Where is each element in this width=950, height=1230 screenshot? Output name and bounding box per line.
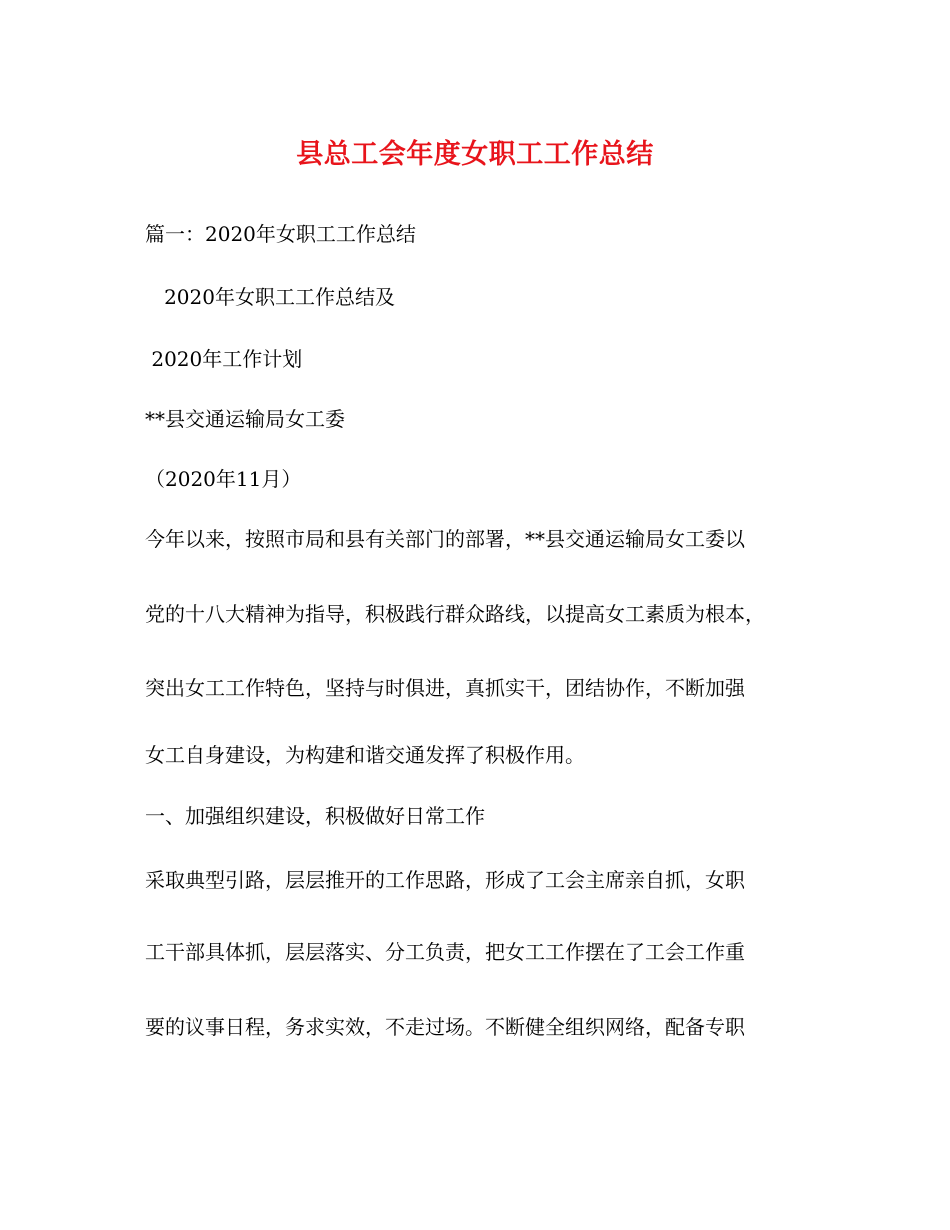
- section-heading-part-one: 篇一：2020年女职工工作总结: [145, 222, 416, 246]
- subtitle-line-1: 2020年女职工工作总结及: [145, 285, 395, 309]
- subtitle-line-2: 2020年工作计划: [145, 347, 303, 371]
- paragraph-line: 突出女工工作特色，坚持与时俱进，真抓实干，团结协作，不断加强: [145, 676, 745, 700]
- paragraph-line: 工干部具体抓，层层落实、分工负责，把女工工作摆在了工会工作重: [145, 940, 745, 964]
- author-line: **县交通运输局女工委: [145, 407, 345, 431]
- section-heading-one: 一、加强组织建设，积极做好日常工作: [145, 804, 485, 828]
- paragraph-line: 今年以来，按照市局和县有关部门的部署，**县交通运输局女工委以: [145, 527, 745, 551]
- date-line: （2020年11月）: [145, 467, 302, 491]
- paragraph-line: 党的十八大精神为指导，积极践行群众路线，以提高女工素质为根本，: [145, 602, 765, 626]
- document-title: 县总工会年度女职工工作总结: [296, 139, 654, 170]
- paragraph-line: 要的议事日程，务求实效，不走过场。不断健全组织网络，配备专职: [145, 1015, 745, 1039]
- paragraph-line: 采取典型引路，层层推开的工作思路，形成了工会主席亲自抓，女职: [145, 868, 745, 892]
- paragraph-line: 女工自身建设，为构建和谐交通发挥了积极作用。: [145, 743, 585, 767]
